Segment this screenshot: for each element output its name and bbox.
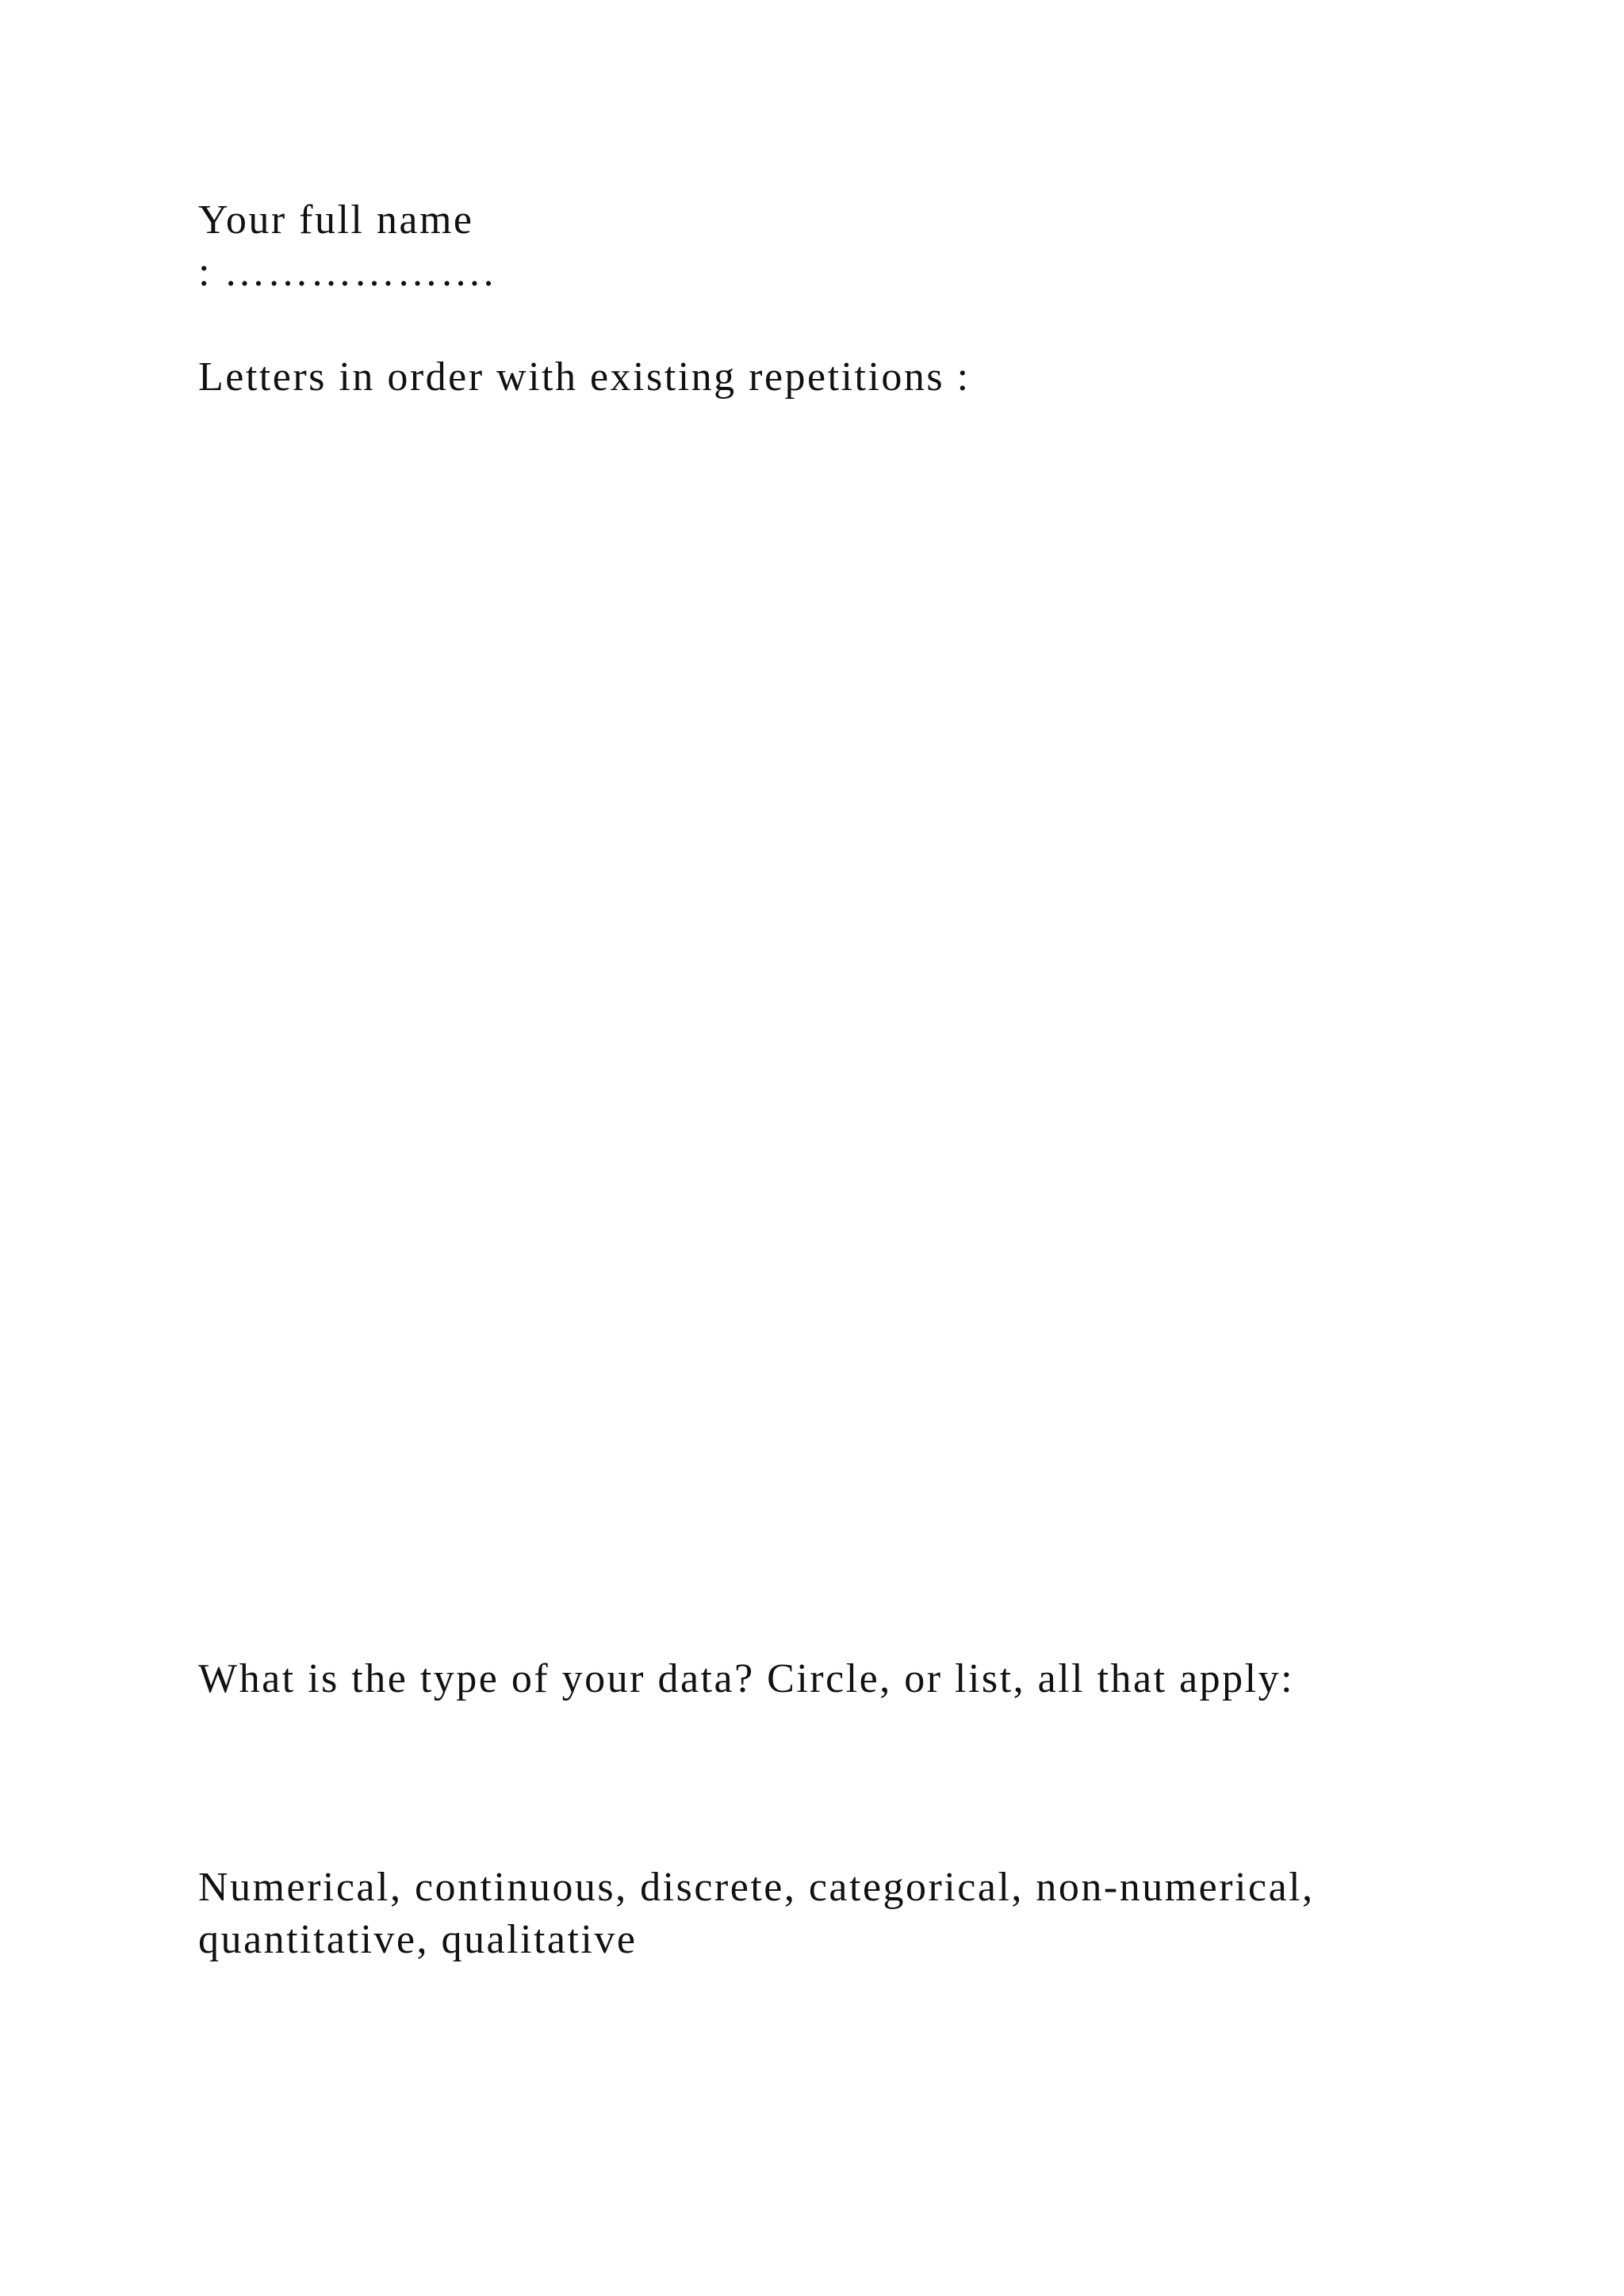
full-name-label: Your full name <box>198 197 474 243</box>
data-type-options-line-1: Numerical, continuous, discrete, categorical, non-numerical, <box>198 1865 1315 1910</box>
letters-order-prompt: Letters in order with existing repetitions : <box>198 354 971 400</box>
data-type-options-line-2: quantitative, qualitative <box>198 1917 638 1962</box>
full-name-blank-field: : ………………. <box>198 250 496 295</box>
data-type-question: What is the type of your data? Circle, or list, all that apply: <box>198 1656 1295 1701</box>
